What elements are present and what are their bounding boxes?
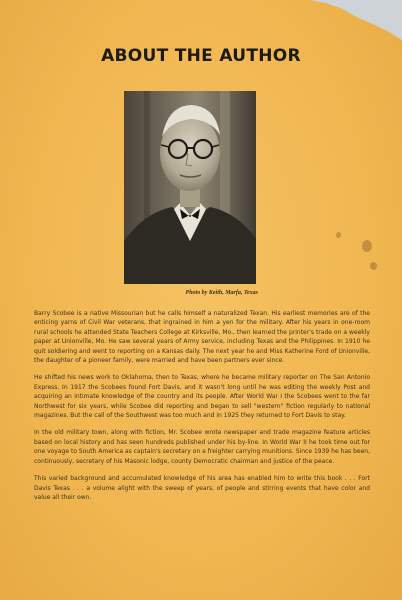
photo-caption: Photo by Keith, Marfa, Texas — [185, 290, 258, 296]
biography-paragraph: Barry Scobee is a native Missourian but he calls himself a naturalized Texan. His earliest memories are of the enticing yarns of Civil War veterans, that ingrained in him a yen for the military. After his years in one-room rural schools he attended State Teachers College at Kirksville, Mo., then learned the printer's trade on a weekly paper at Unionville, Mo. He saw several years of Army service, including Texas and the Philippines. In 1910 he quit soldiering and went to reporting on a Kansas daily. The next year he and Miss Katherine Ford of Unionville, the daughter of a pioneer family, were married and have been partners ever since. — [34, 310, 370, 365]
stain-mark — [370, 262, 377, 270]
torn-corner — [310, 0, 402, 40]
stain-mark — [362, 240, 372, 252]
author-portrait-image — [124, 91, 256, 284]
page-title: ABOUT THE AUTHOR — [101, 46, 301, 66]
stain-mark — [336, 232, 341, 238]
biography-paragraph: This varied background and accumulated knowledge of his area has enabled him to write this book . . . Fort Davis Texas . . . a volume alight with the sweep of years, of people and stirring events that have color and value all their own. — [34, 475, 370, 501]
biography-paragraph: In the old military town, along with fiction, Mr. Scobee wrote newspaper and trade magazine feature articles based on local history and has seen hundreds published under his by-line. In World War II he took time out for one voyage to South America as captain's secretary on a freighter carrying munitions. Since 1939 he has been, continuously, secretary of his Masonic lodge, county Democratic chairman and justice of the peace. — [34, 429, 370, 465]
author-photo — [124, 91, 256, 284]
biography-paragraph: He shifted his news work to Oklahoma, then to Texas, where he became military reporter on The San Antonio Express. In 1917 the Scobees found Fort Davis, and it wasn't long until he was editing the weekly Post and acquiring an intimate knowledge of the country and its people. After World War I the Scobees went to the far Northwest for six years, while Scobee did reporting and began to sell "western" fiction regularly to national magazines. But the call of the Southwest was too much and in 1925 they returned to Fort Davis to stay. — [34, 374, 370, 420]
author-biography — [34, 309, 370, 510]
